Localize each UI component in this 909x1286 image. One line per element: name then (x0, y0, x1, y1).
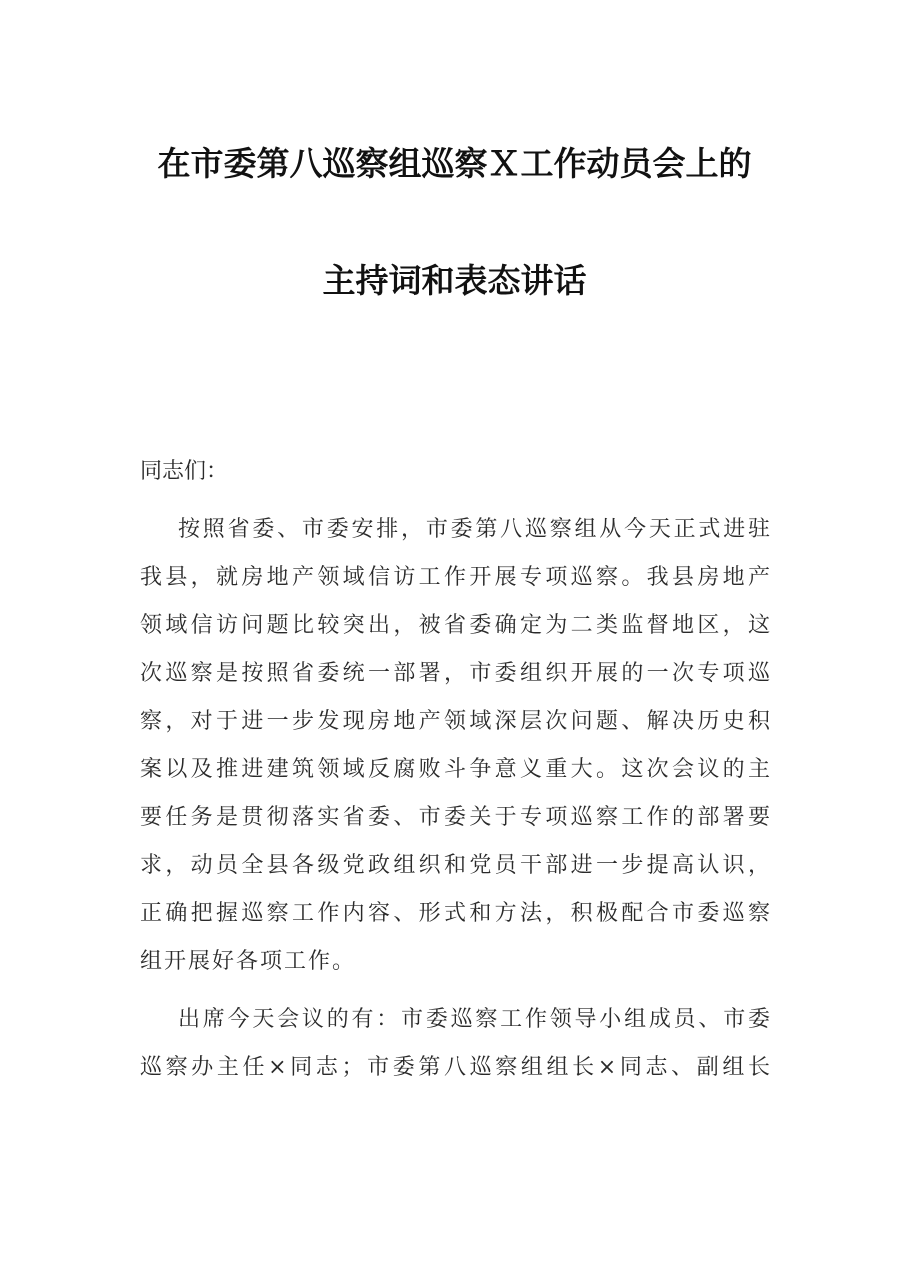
paragraph-1 (140, 506, 772, 986)
salutation: 同志们： (140, 459, 229, 484)
document-title-line-2: 主持词和表态讲话 (322, 261, 587, 300)
paragraph-line: 正确把握巡察工作内容、形式和方法，积极配合市委巡察 (140, 901, 772, 926)
paragraph-line: 出席今天会议的有：市委巡察工作领导小组成员、市委 (178, 1007, 772, 1032)
paragraph-line: 次巡察是按照省委统一部署，市委组织开展的一次专项巡 (140, 661, 772, 686)
paragraph-line: 案以及推进建筑领域反腐败斗争意义重大。这次会议的主 (140, 757, 772, 782)
paragraph-line: 求，动员全县各级党政组织和党员干部进一步提高认识， (140, 853, 772, 878)
paragraph-line: 组开展好各项工作。 (140, 949, 357, 974)
paragraph-2 (140, 996, 772, 1092)
document-title-line-1: 在市委第八巡察组巡察Ｘ工作动员会上的 (157, 144, 752, 183)
paragraph-line: 领域信访问题比较突出，被省委确定为二类监督地区，这 (140, 613, 772, 638)
paragraph-line: 按照省委、市委安排，市委第八巡察组从今天正式进驻 (178, 517, 772, 542)
paragraph-line: 我县，就房地产领域信访工作开展专项巡察。我县房地产 (140, 565, 772, 590)
paragraph-line: 要任务是贯彻落实省委、市委关于专项巡察工作的部署要 (140, 805, 772, 830)
paragraph-line: 巡察办主任×同志；市委第八巡察组组长×同志、副组长 (140, 1055, 772, 1080)
paragraph-line: 察，对于进一步发现房地产领域深层次问题、解决历史积 (140, 709, 772, 734)
